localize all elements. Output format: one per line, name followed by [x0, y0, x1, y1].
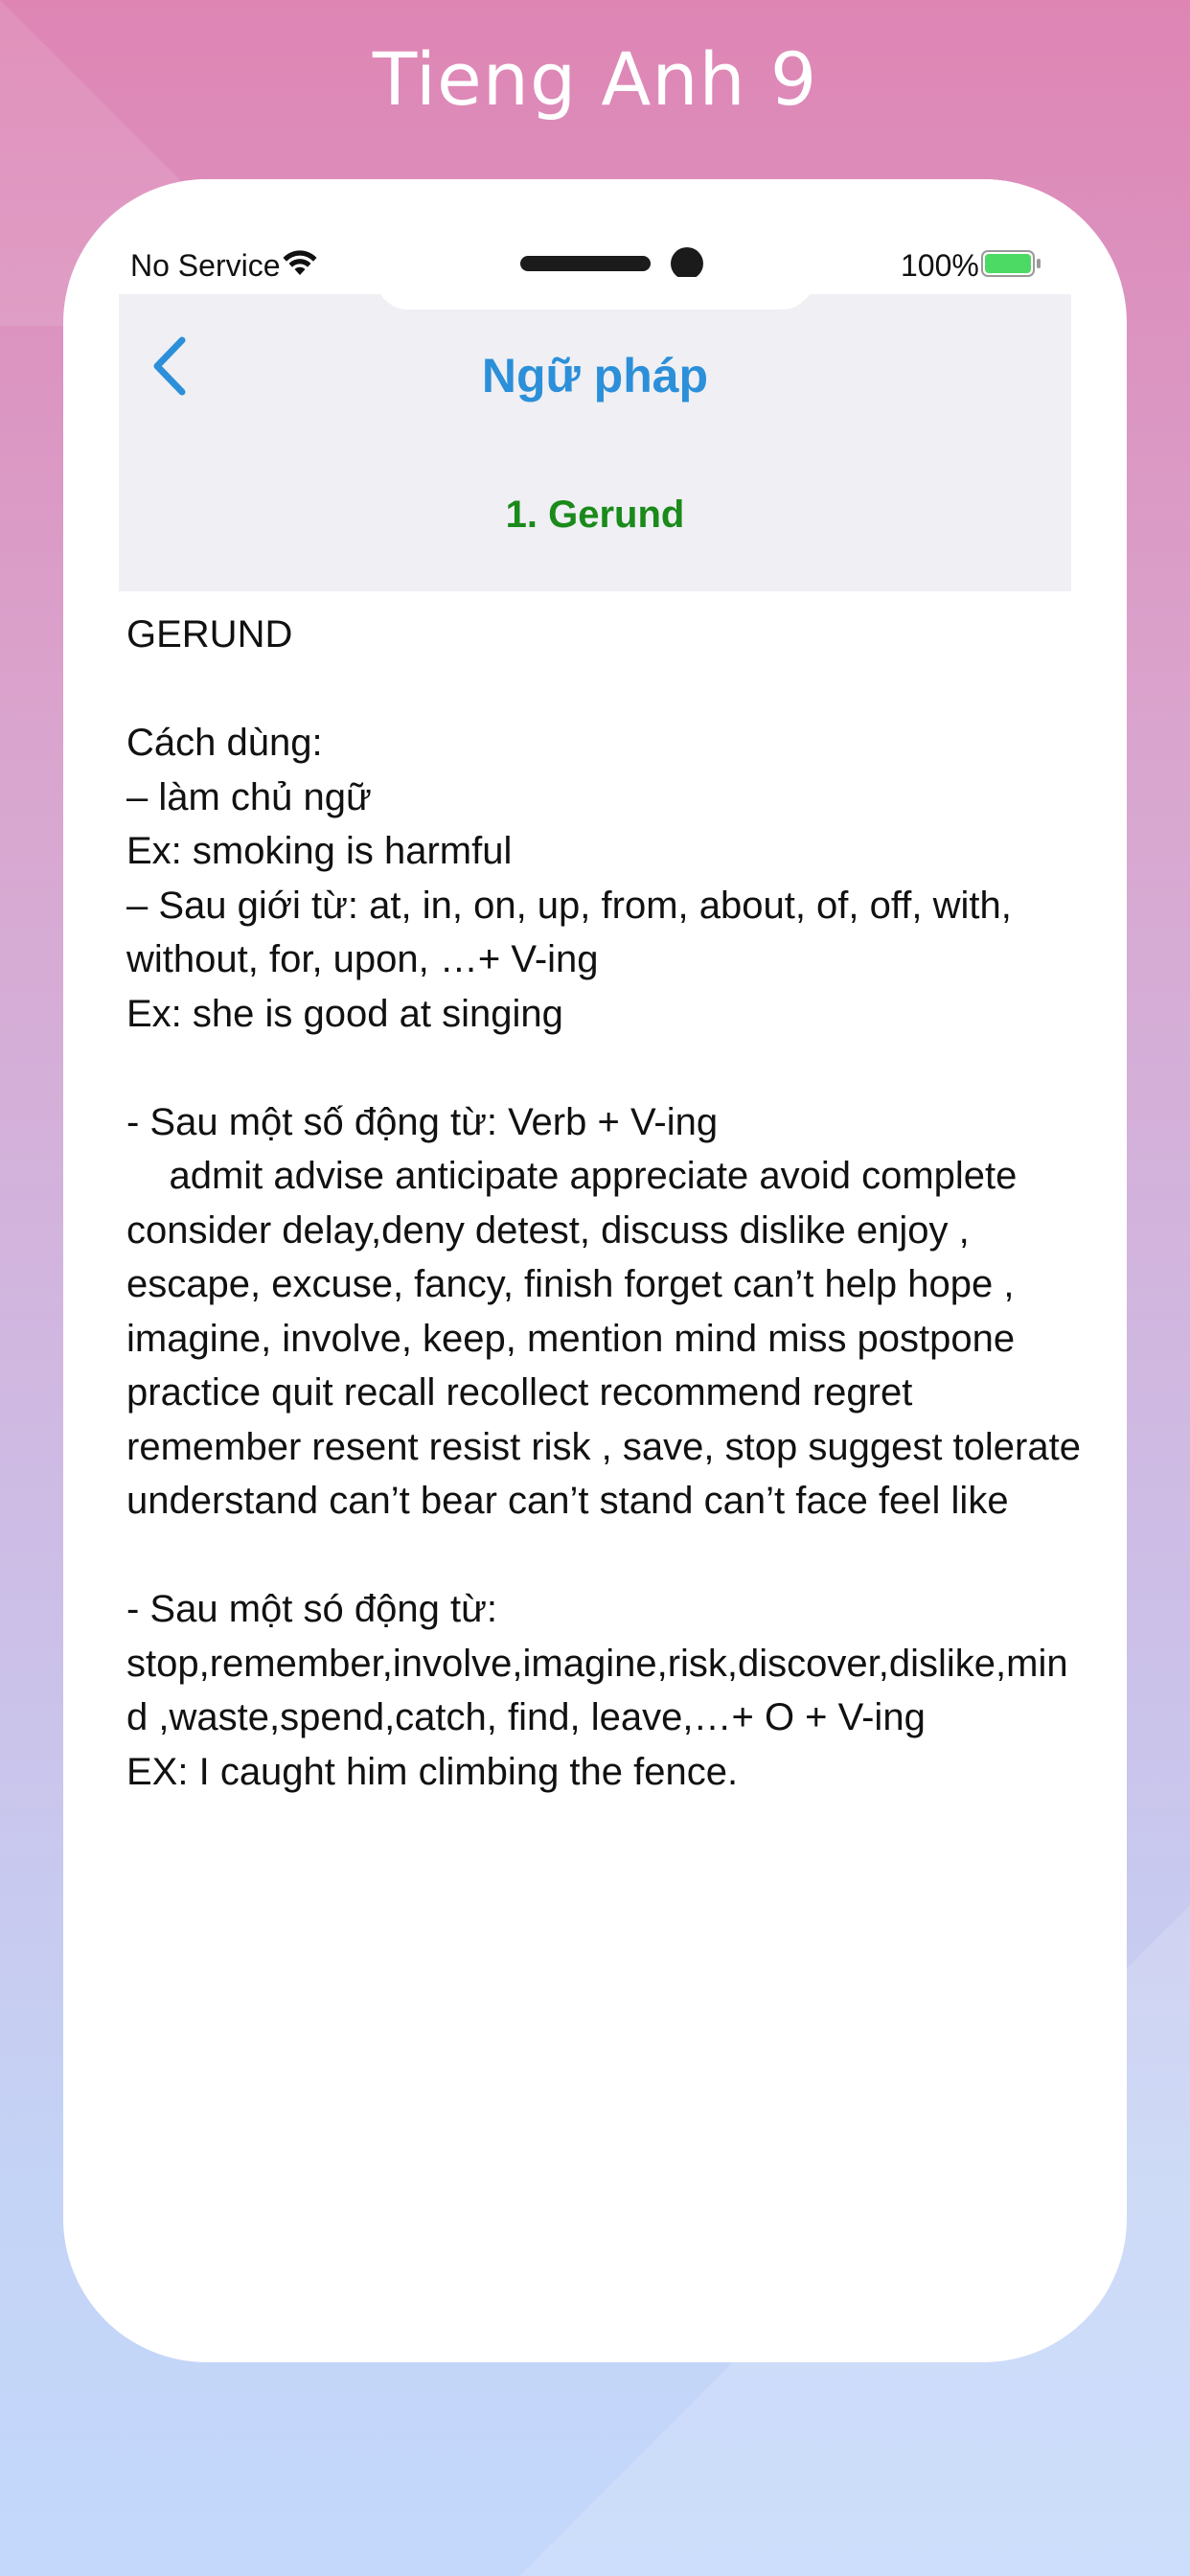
navigation-header	[119, 294, 1071, 591]
lesson-line: Ex: smoking is harmful	[126, 830, 513, 872]
battery-percentage: 100%	[901, 248, 979, 283]
carrier-label: No Service	[130, 248, 281, 283]
notch-camera	[671, 247, 703, 280]
lesson-line: - Sau một số động từ: Verb + V-ing	[126, 1100, 719, 1143]
blank-line	[126, 1041, 1085, 1095]
phone-frame	[63, 179, 1127, 2362]
section-title: 1. Gerund	[505, 494, 685, 536]
lesson-line: Cách dùng:	[126, 722, 323, 764]
app-title: Tieng Anh 9	[372, 36, 818, 122]
notch-speaker	[520, 256, 651, 271]
lesson-line: EX: I caught him climbing the fence.	[126, 1750, 739, 1793]
notch-curve	[376, 277, 814, 310]
battery-full-icon	[981, 249, 1044, 278]
nav-title: Ngữ pháp	[481, 349, 709, 402]
wifi-icon	[282, 248, 318, 277]
blank-line	[126, 1529, 1085, 1583]
lesson-line: – Sau giới từ: at, in, on, up, from, about, of, off, with, without, for, upon, …+ V-ing	[126, 884, 1022, 980]
lesson-line: – làm chủ ngữ	[126, 775, 372, 818]
lesson-line: admit advise anticipate appreciate avoid complete consider delay,deny detest, discuss dislike enjoy , escape, excuse, fancy, finish forget can’t help hope , imagine, involve, keep, mention mind miss postpone practice quit recall recollect recommend regret remember resent resist risk , save, stop suggest tolerate understand can’t bear can’t stand can’t face feel like	[126, 1155, 1092, 1522]
lesson-content	[126, 608, 1092, 1799]
lesson-line: Ex: she is good at singing	[126, 992, 563, 1035]
blank-line	[126, 662, 1085, 717]
status-bar	[63, 179, 1127, 285]
lesson-line: - Sau một só động từ: stop,remember,involve,imagine,risk,discover,dislike,mind ,waste,spend,catch, find, leave,…+ O + V-ing	[126, 1588, 1068, 1738]
lesson-line: GERUND	[126, 613, 293, 656]
